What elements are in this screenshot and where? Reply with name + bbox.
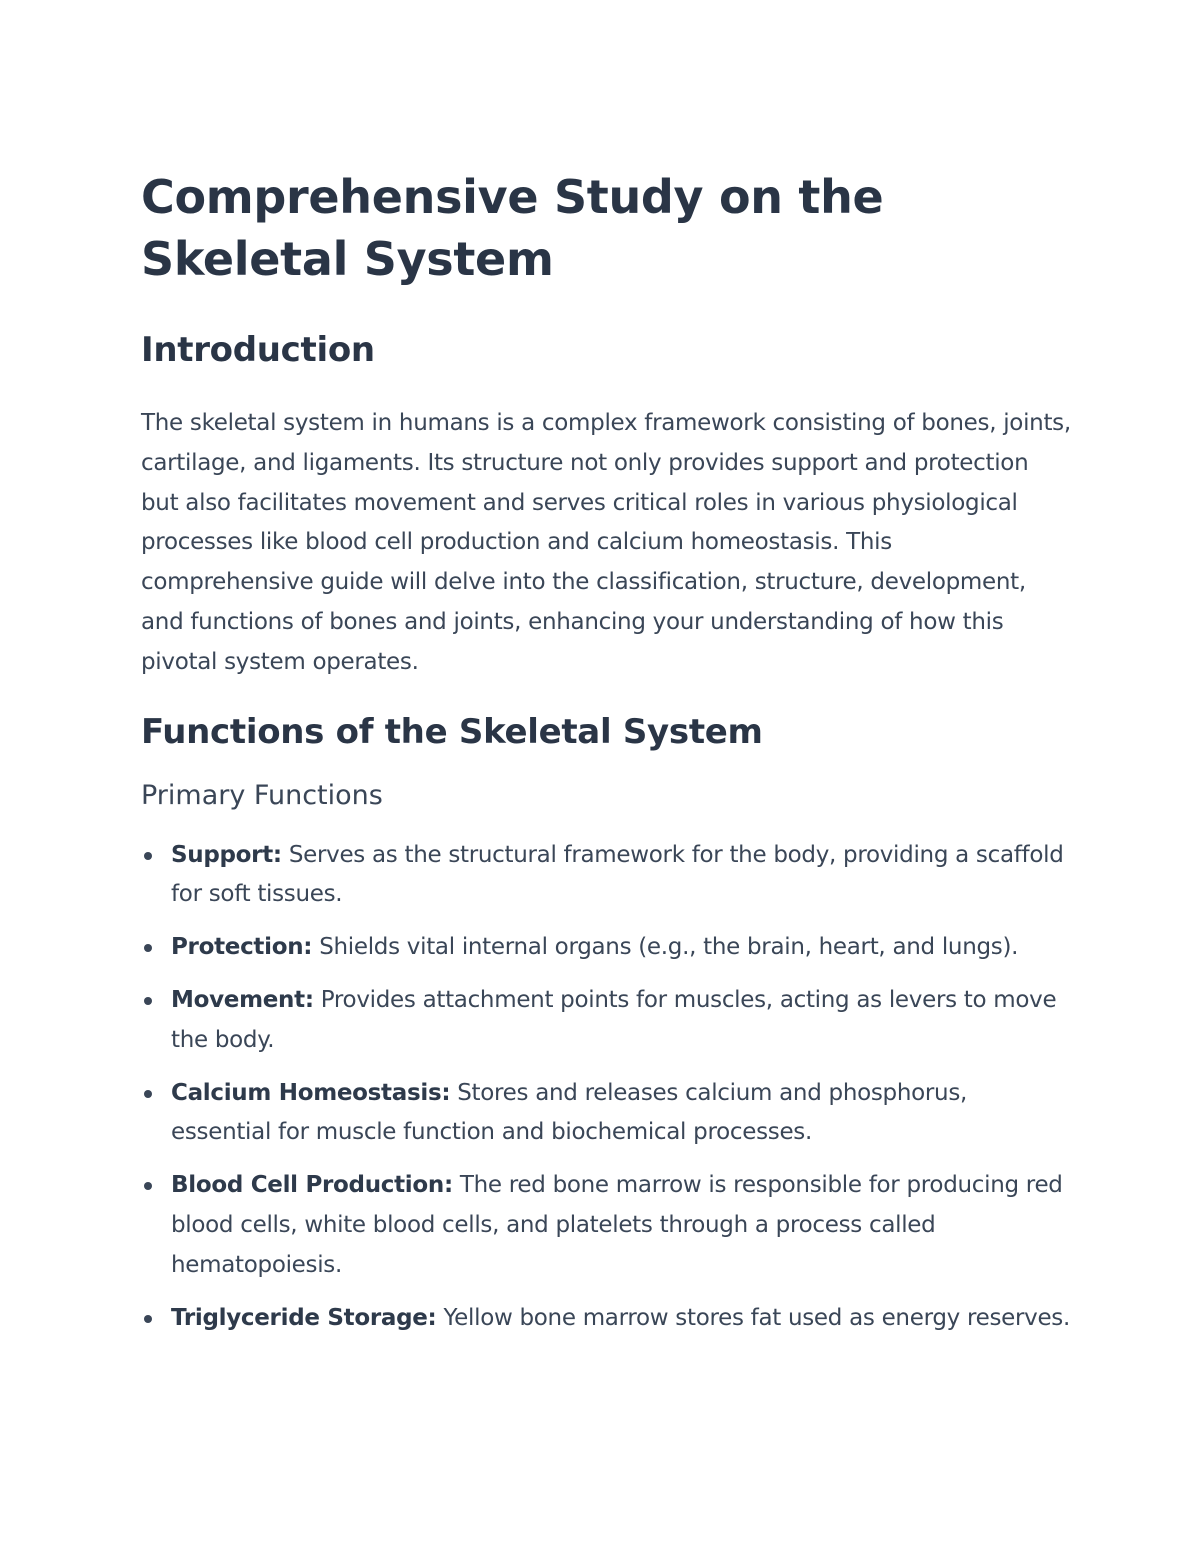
list-item-text: The red bone marrow is responsible for producing red blood cells, white blood cells, and platelets through a process called hematopoiesis. bbox=[171, 1172, 1063, 1278]
document-title: Comprehensive Study on the Skeletal System bbox=[141, 170, 884, 286]
list-item-term: Protection: bbox=[171, 934, 313, 961]
bullet-icon bbox=[144, 997, 152, 1005]
list-item bbox=[141, 836, 1071, 916]
introduction-heading: Introduction bbox=[141, 330, 375, 370]
list-item-text: Provides attachment points for muscles, acting as levers to move the body. bbox=[171, 986, 1057, 1053]
list-item-text: Yellow bone marrow stores fat used as energy reserves. bbox=[436, 1304, 1070, 1331]
primary-functions-subheading: Primary Functions bbox=[141, 779, 383, 811]
list-item-text: Stores and releases calcium and phosphorus, essential for muscle function and biochemical processes. bbox=[171, 1079, 968, 1146]
list-item bbox=[141, 981, 1071, 1061]
list-item-term: Blood Cell Production: bbox=[171, 1172, 453, 1199]
list-item-term: Triglyceride Storage: bbox=[171, 1304, 437, 1331]
list-item bbox=[141, 1299, 1071, 1339]
functions-heading: Functions of the Skeletal System bbox=[141, 711, 763, 752]
bullet-icon bbox=[144, 1182, 152, 1190]
document-page bbox=[141, 166, 1071, 1351]
list-item bbox=[141, 928, 1071, 968]
functions-list bbox=[141, 836, 1071, 1339]
list-item-text: Serves as the structural framework for the body, providing a scaffold for soft tissues. bbox=[171, 841, 1064, 908]
list-item-term: Support: bbox=[171, 841, 282, 868]
bullet-icon bbox=[144, 944, 152, 952]
list-item bbox=[141, 1074, 1071, 1154]
list-item-term: Movement: bbox=[171, 986, 314, 1013]
list-item-term: Calcium Homeostasis: bbox=[171, 1079, 451, 1106]
list-item bbox=[141, 1166, 1071, 1285]
bullet-icon bbox=[144, 1315, 152, 1323]
bullet-icon bbox=[144, 1090, 152, 1098]
introduction-paragraph: The skeletal system in humans is a complex framework consisting of bones, joints, cartilage, and ligaments. Its structure not only provides support and protection but also facilitates movement and serves critical roles in various physiological processes like blood cell production and calcium homeostasis. This comprehensive guide will delve into the classification, structure, development, and functions of bones and joints, enhancing your understanding of how this pivotal system operates. bbox=[141, 410, 1071, 675]
bullet-icon bbox=[144, 852, 152, 860]
list-item-text: Shields vital internal organs (e.g., the brain, heart, and lungs). bbox=[312, 934, 1019, 961]
